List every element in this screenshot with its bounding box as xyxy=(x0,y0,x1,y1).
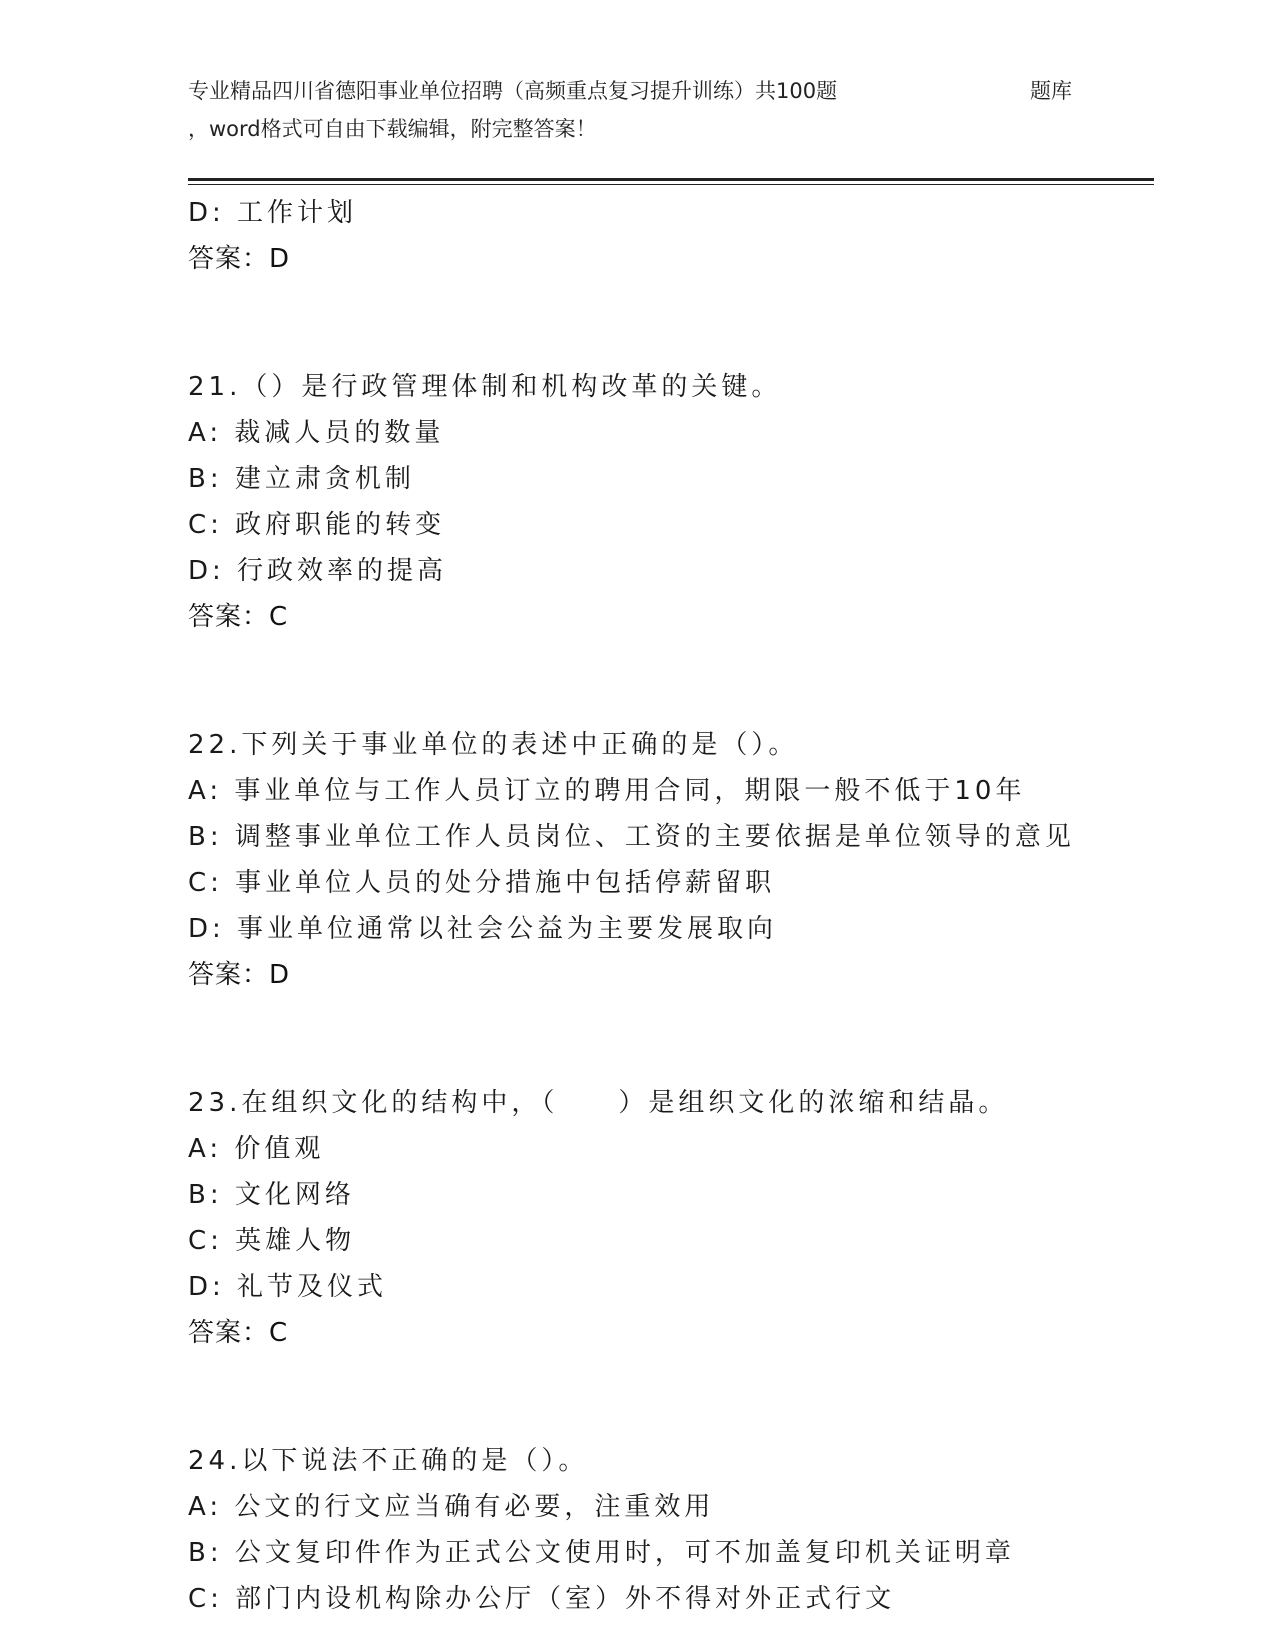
option-a: A: 公文的行文应当确有必要，注重效用 xyxy=(188,1492,715,1522)
option-d: D: 事业单位通常以社会公益为主要发展取向 xyxy=(188,914,778,944)
question-23 xyxy=(188,1080,1148,1356)
question-stem: 23.在组织文化的结构中，（ ）是组织文化的浓缩和结晶。 xyxy=(188,1088,1009,1118)
question-21 xyxy=(188,364,1148,640)
option-b: B: 调整事业单位工作人员岗位、工资的主要依据是单位领导的意见 xyxy=(188,822,1075,852)
option-d: D: 行政效率的提高 xyxy=(188,556,448,586)
answer-previous: 答案：D xyxy=(188,244,291,274)
question-stem: 22.下列关于事业单位的表述中正确的是（）。 xyxy=(188,730,799,760)
document-title: 专业精品四川省德阳事业单位招聘（高频重点复习提升训练）共100题 xyxy=(188,79,838,103)
option-c: C: 英雄人物 xyxy=(188,1226,356,1256)
option-c: C: 事业单位人员的处分措施中包括停薪留职 xyxy=(188,868,776,898)
question-stem: 24.以下说法不正确的是（）。 xyxy=(188,1446,589,1476)
question-22 xyxy=(188,722,1148,998)
question-content xyxy=(188,190,1148,1622)
question-24 xyxy=(188,1438,1148,1622)
answer: 答案：C xyxy=(188,602,289,632)
question-spacer xyxy=(188,640,1148,722)
option-b: B: 文化网络 xyxy=(188,1180,355,1210)
option-a: A: 价值观 xyxy=(188,1134,325,1164)
header-tag: 题库 xyxy=(1030,79,1072,103)
question-spacer xyxy=(188,998,1148,1080)
answer: 答案：C xyxy=(188,1318,289,1348)
option-b: B: 建立肃贪机制 xyxy=(188,464,415,494)
option-b: B: 公文复印件作为正式公文使用时，可不加盖复印机关证明章 xyxy=(188,1538,1015,1568)
answer: 答案：D xyxy=(188,960,291,990)
option-c: C: 政府职能的转变 xyxy=(188,510,446,540)
header-line-2: ，word格式可自由下载编辑，附完整答案！ xyxy=(188,117,597,141)
header-line-1 xyxy=(188,72,1148,110)
header-divider-thick xyxy=(188,178,1154,181)
page-header xyxy=(188,72,1148,148)
option-c: C: 部门内设机构除办公厅（室）外不得对外正式行文 xyxy=(188,1584,896,1614)
option-a: A: 裁减人员的数量 xyxy=(188,418,445,448)
question-spacer xyxy=(188,282,1148,364)
option-d: D: 礼节及仪式 xyxy=(188,1272,388,1302)
option-a: A: 事业单位与工作人员订立的聘用合同，期限一般不低于10年 xyxy=(188,776,1026,806)
header-divider-thin xyxy=(188,184,1154,185)
question-stem: 21.（）是行政管理体制和机构改革的关键。 xyxy=(188,372,782,402)
option-d-previous: D: 工作计划 xyxy=(188,198,358,228)
question-spacer xyxy=(188,1356,1148,1438)
